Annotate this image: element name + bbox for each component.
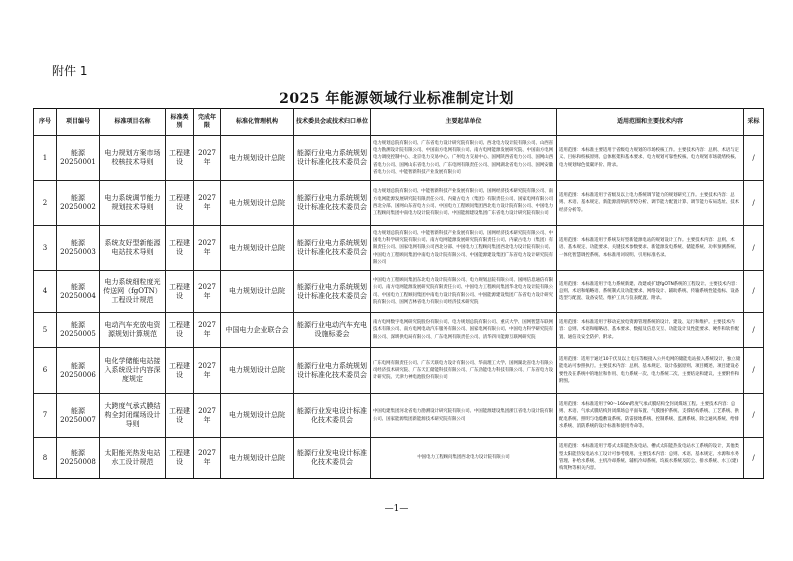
cell-scope: 适用范围：本标准适用于移动充放电资源管理系统的设计、建设、运行和维护。主要技术内容：总则、术语和缩略语、基本要求、数据及信息交互、功能设计及性能要求、硬件和软件配置、通信及安全防护、附录。 [557,313,744,348]
cell-type: 工程建设 [166,226,194,271]
cell-drafters: 中国电力工程顾问集团东北电力设计院有限公司、电力规划总院有限公司、国网信息通信有限公司、南方电网能源发展研究院有限责任公司、中国电力工程顾问集团华北电力设计院有限公司、中国电力工程顾问集团中南电力设计院有限公司、中国能源建设集团广东省电力设计研究院有限公司、国网吉林省电力有限公司经济技术研究院 [371,271,557,313]
cell-no: 5 [34,313,57,348]
table-row [34,226,764,271]
cell-scope: 适用范围：适用于通过10千伏及以上电压等级接入公共电网的储能电站接入系统设计，独立储能电站可参照执行。主要技术内容：总则、基本规定、设计依据原则、项目概述、项目建设必要性及在系统中的地位和作用、电力系统一次、电力系统二次、主要结论和建议、主要附件和附图。 [557,348,744,394]
cell-no: 7 [34,394,57,438]
cell-type: 工程建设 [166,313,194,348]
cell-committee: 能源行业电力系统规划设计标准化技术委员会 [294,136,371,181]
cell-code: 能源 20250002 [57,181,100,226]
header-type: 标准类别 [166,109,194,136]
cell-scope: 适用范围：本标准适用于90～160m跨度气承式膜结构全封闭煤场工程。主要技术内容：总则、术语、气承式膜结构封闭煤场总平面布置、气膜围护系统、支撑结构系统、工艺系统、供配电系统、照明与电缆敷设系统、防雷接地系统、控制系统、监测系统、除尘通风系统、给排水系统、消防系统的设计标准和使用寿命等。 [557,394,744,438]
cell-drafters: 南方电网数字电网研究院股份有限公司、电力规划总院有限公司、重庆大学、国网智慧车联网技术有限公司、南方电网电动汽车服务有限公司、国家电网有限公司、中国电力科学研究院有限公司、深圳供电局有限公司、广东电网有限责任公司、清华四川能源互联网研究院 [371,313,557,348]
cell-year: 2027年 [194,181,221,226]
cell-org: 电力规划设计总院 [221,271,294,313]
cell-org: 中国电力企业联合会 [221,313,294,348]
cell-year: 2027年 [194,394,221,438]
cell-year: 2027年 [194,438,221,479]
cell-scope: 适用范围：本标准主要适用于省级电力规划的市场校核工作。主要技术内容：总则、术语与定义、目标和校核原则、总体框架和基本要求、电力规划可靠性校核、电力规划市场就绪校核、电力规划绿色低碳评价、附录。 [557,136,744,181]
cell-drafters: 中国电力工程顾问集团西北电力设计院有限公司 [371,438,557,479]
header-scope: 适用范围和主要技术内容 [557,109,744,136]
cell-org: 电力规划设计总院 [221,438,294,479]
header-name: 标准项目名称 [100,109,166,136]
table-row [34,181,764,226]
cell-scope: 适用范围：本标准适用于塔式太阳能热发电站、槽式太阳能热发电站水工系统的设计，其他类型太阳能热发电站水工设计可参考使用。主要技术内容：总则、术语、基本规定、水源和水务管理、补给水系统、主机冷却系统、辅机冷却系统、均质水系统及防尘、排水系统、水工(建)构筑物等相关内容。 [557,438,744,479]
cell-adopt: / [744,438,764,479]
cell-org: 电力规划设计总院 [221,136,294,181]
cell-committee: 能源行业电动汽车充电设施标委会 [294,313,371,348]
cell-year: 2027年 [194,136,221,181]
header-adopt: 采标 [744,109,764,136]
cell-no: 8 [34,438,57,479]
cell-type: 工程建设 [166,394,194,438]
page-title: 2025 年能源领域行业标准制定计划 [279,91,514,107]
cell-org: 电力规划设计总院 [221,348,294,394]
page-number: —1— [384,504,409,514]
cell-committee: 能源行业发电设计标准化技术委员会 [294,438,371,479]
table-row [34,394,764,438]
cell-type: 工程建设 [166,136,194,181]
cell-code: 能源 20250001 [57,136,100,181]
cell-no: 6 [34,348,57,394]
cell-scope: 适用范围：本标准适用于省级及以上电力系统调节能力的规划研究工作。主要技术内容：总则、术语、基本规定、新能源消纳的形势分析、调节能力配置计算、调节能力布局选址、技术经济分析等。 [557,181,744,226]
cell-type: 工程建设 [166,438,194,479]
cell-adopt: / [744,181,764,226]
header-drafters: 主要起草单位 [371,109,557,136]
header-no: 序号 [34,109,57,136]
table-row [34,136,764,181]
cell-drafters: 电力规划总院有限公司、中能智新科技产业发展有限公司、国网经济技术研究院有限公司、南方电网能源发展研究院有限责任公司、内蒙古电力（集团）有限责任公司、国家电网有限公司西北分部、国网山东省电力公司、中国电力工程顾问集团西北电力设计院有限公司、中国电力工程顾问集团中南电力设计院有限公司、中国能源建设集团广东省电力设计研究院有限公司 [371,181,557,226]
cell-code: 能源 20250006 [57,348,100,394]
cell-name: 电力规划方案市场校核技术导则 [100,136,166,181]
cell-no: 3 [34,226,57,271]
cell-adopt: / [744,226,764,271]
cell-year: 2027年 [194,313,221,348]
cell-committee: 能源行业发电设计标准化技术委员会 [294,394,371,438]
cell-drafters: 电力规划总院有限公司、广东省电力设计研究院有限公司、西北电力设计院有限公司、山西省电力勘测设计院有限公司、中国南方电网有限公司、南方电网能源发展研究院、中国南方电网电力调度控制中心、北京电力交易中心、广州电力交易中心、国网陕西省电力公司、国网山西省电力公司、国网山东省电力公司、广东电网有限责任公司、国网湖北省电力公司、国网安徽省电力公司、中能智新科技产业发展有限公司 [371,136,557,181]
cell-adopt: / [744,136,764,181]
header-code: 项目编号 [57,109,100,136]
cell-type: 工程建设 [166,348,194,394]
cell-code: 能源 20250005 [57,313,100,348]
table-row [34,348,764,394]
cell-adopt: / [744,271,764,313]
cell-org: 电力规划设计总院 [221,394,294,438]
standards-plan-table [33,108,764,479]
cell-no: 2 [34,181,57,226]
cell-scope: 适用范围：本标准适用于电力系统新建、改建或扩建fgOTN系统的工程设计。主要技术内容：总则、术语和缩略语、系统制式及功能要求、网络设计、辅助系统、传输系统性能指标、设备选型与配置、设备安装、维护工具与仪表配置、附录。 [557,271,744,313]
cell-code: 能源 20250008 [57,438,100,479]
cell-name: 大跨度气承式膜结构全封闭煤场设计导则 [100,394,166,438]
header-year: 完成年限 [194,109,221,136]
cell-adopt: / [744,348,764,394]
cell-org: 电力规划设计总院 [221,226,294,271]
cell-type: 工程建设 [166,271,194,313]
cell-drafters: 广东电网有限责任公司、广东天联电力设计有限公司、华南理工大学、国网湖北省电力有限公司经济技术研究院、广东天汇储能科技有限公司、广东劲能电力科技有限公司、广东省电力设计研究院、天津力神电池股份有限公司 [371,348,557,394]
cell-name: 太阳能光热发电站水工设计规范 [100,438,166,479]
cell-committee: 能源行业电力系统规划设计标准化技术委员会 [294,271,371,313]
cell-code: 能源 20250007 [57,394,100,438]
cell-name: 电力系统细粒度光传送网（fgOTN）工程设计规范 [100,271,166,313]
cell-name: 电化学储能电站接入系统设计内容深度规定 [100,348,166,394]
cell-no: 4 [34,271,57,313]
cell-committee: 能源行业电力系统规划设计标准化技术委员会 [294,181,371,226]
cell-year: 2027年 [194,348,221,394]
cell-org: 电力规划设计总院 [221,181,294,226]
table-row [34,438,764,479]
cell-no: 1 [34,136,57,181]
cell-scope: 适用范围：本标准适用于系统友好型新能源电站的规划设计工作。主要技术内容：总则、术语、基本规定、功能要求、关键技术参数要求、新能源发电系统、储能系统、功率预测系统、一体化智慧调控系统、本标准用词说明、引用标准名录。 [557,226,744,271]
table-row [34,271,764,313]
cell-drafters: 电力规划总院有限公司、中能智新科技产业发展有限公司、国网经济技术研究院有限公司、中国电力科学研究院有限公司、南方电网能源发展研究院有限责任公司、内蒙古电力（集团）有限责任公司、国家电网有限公司西北分部、中国电力工程顾问集团西北电力设计院有限公司、中国电力工程顾问集团中南电力设计院有限公司、中国能源建设集团广东省电力设计研究院有限公司 [371,226,557,271]
header-org: 标准化管理机构 [221,109,294,136]
cell-name: 系统友好型新能源电站技术导则 [100,226,166,271]
cell-adopt: / [744,394,764,438]
table-header-row [34,109,764,136]
cell-year: 2027年 [194,271,221,313]
table-row [34,313,764,348]
cell-adopt: / [744,313,764,348]
header-committee: 技术委员会或技术归口单位 [294,109,371,136]
cell-drafters: 中国电建集团河北省电力勘测设计研究院有限公司、中国能源建设集团浙江省电力设计院有限公司、国家能源集团新能源技术研究院有限公司 [371,394,557,438]
cell-name: 电力系统调节能力规划技术导则 [100,181,166,226]
cell-committee: 能源行业电力系统规划设计标准化技术委员会 [294,226,371,271]
cell-type: 工程建设 [166,181,194,226]
cell-year: 2027年 [194,226,221,271]
cell-code: 能源 20250004 [57,271,100,313]
cell-name: 电动汽车充放电资源规划计算规范 [100,313,166,348]
attachment-label: 附件 1 [52,64,88,78]
cell-committee: 能源行业电力系统规划设计标准化技术委员会 [294,348,371,394]
cell-code: 能源 20250003 [57,226,100,271]
